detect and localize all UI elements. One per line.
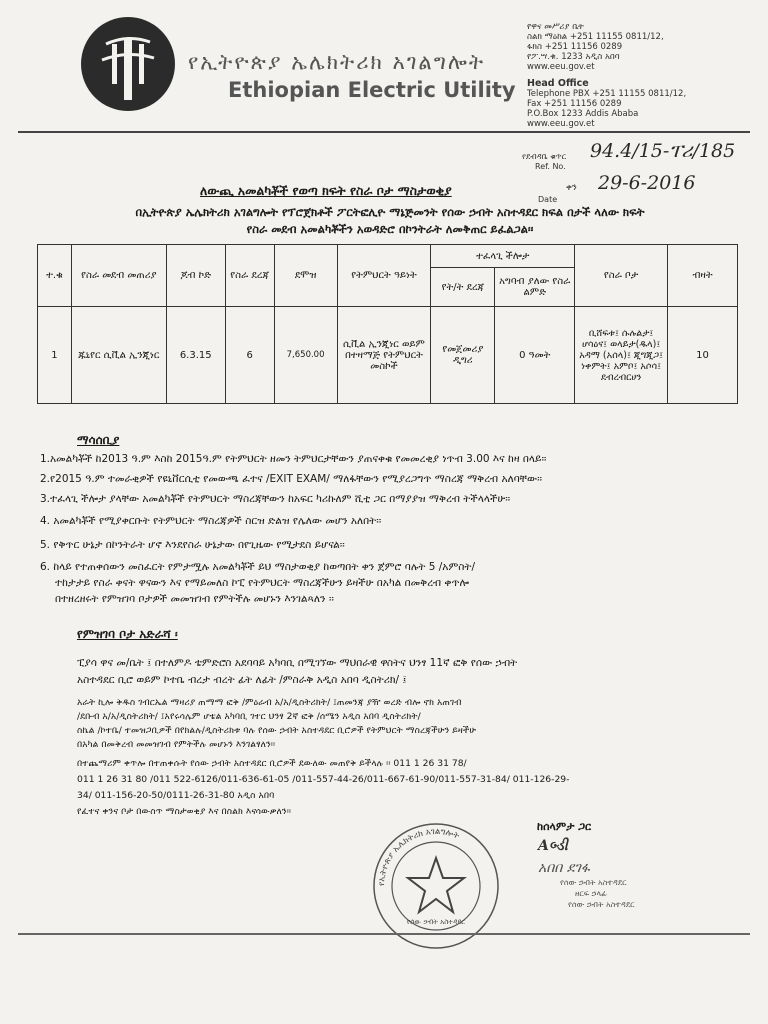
note-6-cont-2: በተዘረዘሩት የምዝገባ ቦታዎች መመዝገብ የምትችሉ መሆኑን እንገልጻለን ፡፡ bbox=[55, 593, 334, 605]
cell-experience: 0 ዓመት bbox=[495, 307, 575, 404]
cell-salary: 7,650.00 bbox=[274, 307, 337, 404]
eeu-logo bbox=[78, 14, 178, 114]
intro-line-1: በኢትዮጵያ ኤሌክትሪክ አገልግሎት የፕሮጀክቶች ፖርትፎሊዮ ማኔጅመንት የሰው ኃብት አስተዳደር ክፍል በታች ላለው ክፍት bbox=[135, 205, 645, 219]
contact-amharic: የዋና መሥሪያ ቤት ስልክ ማዕከል +251 11155 0811/12, ፋክስ +251 11156 0289 የፖ.ሣ.ቁ. 1233 አዲስ አበባ www.eeu.gov.et bbox=[527, 22, 664, 72]
cell-position: ጁኒየር ሲቪል ኢንጂነር bbox=[71, 307, 166, 404]
stamp-ring-text: የኢትዮጵያ ኤሌክትሪክ አገልግሎት bbox=[376, 826, 461, 887]
col-header-job-code: ጆብ ኮድ bbox=[166, 245, 225, 307]
note-6-cont-1: ተከታታይ የስራ ቀናት ዋናውን እና የማይመለስ ኮፒ የትምህርት ማስረጃችሁን ይዛችሁ በአካል በመቅረብ ቀጥሎ bbox=[55, 577, 469, 589]
registration-line-1: ፒያሳ ዋና መ/ቤት ፤ በተለምዶ ቴምድሮስ አደባባይ አካባቢ በሚገኘው ማህበራዊ ዋስትና ህንፃ 11ኛ ፎቅ የሰው ኃብት bbox=[77, 657, 518, 669]
note-4: 4. አመልካቾች የሚያቀርቡት የትምህርት ማስረጃዎች ስርዝ ድልዝ የሌለው መሆን አለበት፡፡ bbox=[40, 515, 382, 527]
registration-line-2: አስተዳደር ቢሮ ወይም ኮተቤ ብረታ ብረት ፊት ለፊት /ምስራቅ አዲስ አበባ ዲስትሪክ/ ፤ bbox=[77, 674, 407, 686]
registration-line-5: ስኬል /ኮተቤ/ ተመዝጋቢዎች በየክልሉ/ዲስትሪክቱ ባሉ የሰው ኃብት አስተዳደር ቢሮዎች የትምህርት ማስረጃችሁን ይዛችሁ bbox=[77, 725, 477, 736]
registration-line-9: 34/ 011-156-20-50/0111-26-31-80 አዲስ አበባ bbox=[77, 790, 275, 801]
date-value: 29-6-2016 bbox=[598, 172, 696, 194]
announcement-title: ለውጪ አመልካቾች የወጣ ክፍት የስራ ቦታ ማስታወቂያ bbox=[200, 183, 452, 198]
registration-line-8: 011 1 26 31 80 /011 522-6126/011-636-61-05 /011-557-44-26/011-667-61-90/011-557-31-84/ 011-126-29- bbox=[77, 774, 570, 785]
header-divider bbox=[18, 131, 750, 133]
footer-divider bbox=[18, 933, 750, 935]
cell-grade: 6 bbox=[225, 307, 274, 404]
signer-title-3: የሰው ኃብት አስተዳደር bbox=[568, 900, 635, 909]
ref-label-am: የደብዳቤ ቁጥር bbox=[522, 152, 567, 161]
cell-level: የመጀመሪያ ዲግሪ bbox=[431, 307, 495, 404]
intro-line-2: የስራ መደብ አመልካቾችን አወዳድሮ በኮንትራት ለመቅጠር ይፈልጋል፡፡ bbox=[246, 222, 534, 236]
table-row bbox=[38, 307, 738, 404]
ref-number: 94.4/15-ፐሪ/185 bbox=[590, 140, 736, 162]
col-header-grade: የስራ ደረጃ bbox=[225, 245, 274, 307]
org-name-english: Ethiopian Electric Utility bbox=[228, 78, 516, 102]
col-header-required: ተፈላጊ ችሎታ bbox=[431, 245, 575, 268]
col-header-salary: ደሞዝ bbox=[274, 245, 337, 307]
col-header-position: የስራ መደብ መጠሪያ bbox=[71, 245, 166, 307]
registration-line-10: የፈተና ቀንና ቦታ በውስጥ ማስታወቂያ እና በስልክ እናሳውቃለን፡፡ bbox=[77, 806, 292, 817]
cell-place: ቢሸፍቱ፤ ሱሉልታ፤ ሆሳዕና፤ ወላይታ(ዱላ)፤ አዳማ (አሰላ)፤ ጂግጂጋ፤ ነቀምት፤ አምቦ፤ አሶሳ፤ ደብረብርሀን bbox=[575, 307, 668, 404]
col-header-level: የት/ት ደረጃ bbox=[431, 268, 495, 307]
note-3: 3.ተፈላጊ ችሎታ ያላቸው አመልካቾች የትምህርት ማስረጃቸውን ከአፍር ካሪኩለም ሺቲ ጋር በማያያዝ ማቅረብ ትችላላችሁ፡፡ bbox=[40, 493, 511, 505]
with-regards: ከሰላምታ ጋር bbox=[537, 820, 592, 833]
signature-mark: Aબ્ડી bbox=[538, 838, 568, 854]
note-2: 2.የ2015 ዓ.ም ተመራቂዎች የዩኒቨርሲቲ የመውጫ ፈተና /EXIT EXAM/ ማለፋቸውን የሚያረጋግጥ ማስረጃ ማቅረብ አለባቸው፡፡ bbox=[40, 473, 543, 485]
registration-heading: የምዝገባ ቦታ አድራሻ ፡ bbox=[77, 627, 178, 641]
org-name-amharic: የኢትዮጵያ ኤሌክትሪክ አገልግሎት bbox=[188, 50, 486, 74]
notes-heading: ማሳሰቢያ bbox=[77, 433, 120, 447]
registration-line-7: በተጨማሪም ቀጥሎ በተጠቀሱት የሰው ኃብት አስተዳደር ቢሮዎች ደውለው መጠየቅ ይችላሉ ፡፡ 011 1 26 31 78/ bbox=[77, 758, 467, 769]
note-1: 1.አመልካቾች ከ2013 ዓ.ም እስከ 2015ዓ.ም የትምህርት ዘመን ትምህርታቸውን ያጠናቀቁ የመመረቂያ ነጥብ 3.00 እና ከዛ በላይ፡፡ bbox=[40, 453, 547, 465]
note-5: 5. የቅጥር ሁኔታ በኮንትራት ሆኖ እንደየስራ ሁኔታው በየጊዜው የሚታደስ ይሆናል፡፡ bbox=[40, 539, 345, 551]
cell-quantity: 10 bbox=[668, 307, 738, 404]
cell-no: 1 bbox=[38, 307, 72, 404]
signer-title-1: የሰው ኃብት አስተዳደር bbox=[560, 878, 627, 887]
col-header-experience: አግባብ ያለው የስራ ልምድ bbox=[495, 268, 575, 307]
cell-job-code: 6.3.15 bbox=[166, 307, 225, 404]
col-header-quantity: ብዛት bbox=[668, 245, 738, 307]
stamp-inner-text: የሰው ኃብት አስተዳደር bbox=[406, 918, 466, 926]
date-label-am: ቀን bbox=[566, 183, 577, 193]
signer-name: አበበ ደገፋ bbox=[538, 860, 590, 876]
date-label-en: Date bbox=[538, 195, 558, 204]
registration-line-6: በአካል በመቅረብ መመዝገብ የምትችሉ መሆኑን እንገልፃለን፡፡ bbox=[77, 739, 276, 750]
registration-line-3: አራት ኪሎ ቅዱስ ገብርኤል ማዛሪያ ጠማማ ፎቅ /ምዕራብ አ/አ/ዲስትሪክት/ ፤ጠመንጃ ያዥ ወረድ ብሎ ኖክ አጠገብ bbox=[77, 697, 462, 708]
col-header-place: የስራ ቦታ bbox=[575, 245, 668, 307]
signer-title-2: ዘርፍ ኃላፊ bbox=[575, 889, 608, 898]
ref-label-en: Ref. No. bbox=[535, 162, 566, 171]
vacancy-table bbox=[37, 244, 738, 404]
col-header-no: ተ.ቁ bbox=[38, 245, 72, 307]
contact-english: Head Office Telephone PBX +251 11155 0811/12, Fax +251 11156 0289 P.O.Box 1233 Addis Ababa www.eeu.gov.et bbox=[527, 78, 687, 129]
note-6: 6. ከላይ የተጠቀሰውን መስፈርት የምታሟሉ አመልካቾች ይህ ማስታወቂያ ከወጣበት ቀን ጀምሮ ባሉት 5 /አምስት/ bbox=[40, 561, 476, 573]
registration-line-4: /ደቡብ አ/አ/ዲስትሪክት/ ፤አየሩሳሌም ሆቴል አካባቢ ገተር ህንፃ 2ኛ ፎቅ /ሰሜን አዲስ አበባ ዲስትሪክት/ bbox=[77, 711, 421, 722]
col-header-education: የትምህርት ዓይነት bbox=[337, 245, 431, 307]
cell-education: ሲቪል ኢንጂነር ወይም በተዛማጅ የትምህርት መስኮች bbox=[337, 307, 431, 404]
